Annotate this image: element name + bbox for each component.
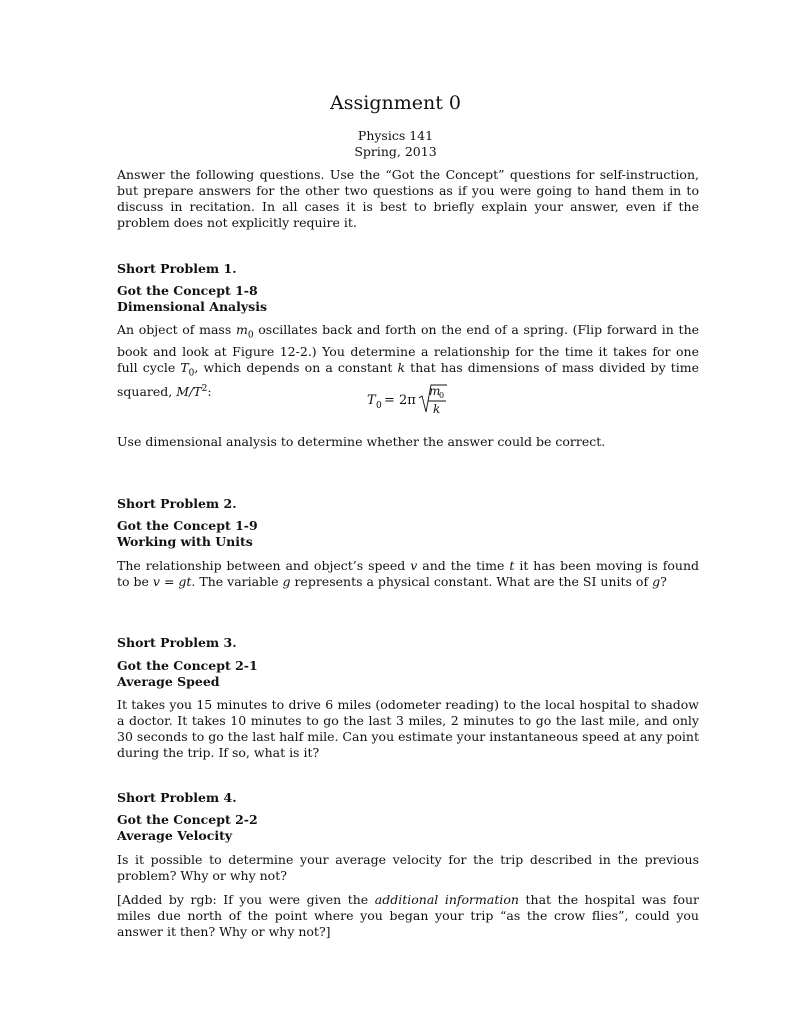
problem-4-heading: Short Problem 4.	[117, 790, 237, 805]
formula-numerator-sub: 0	[439, 391, 445, 400]
problem-2-text: The relationship between and object’s speed v and the time t it has been moving is found to be v = gt. The variable g represents a physical constant. What are the SI units of g?	[117, 558, 700, 589]
problem-2-concept: Got the Concept 1-9	[117, 518, 258, 533]
problem-2-heading: Short Problem 2.	[117, 496, 237, 511]
formula-lhs: T	[367, 393, 376, 408]
problem-1-text: An object of mass $m_0$ oscillates back and forth on the end of a spring. (Flip forward in the book and look at Figure 12-2.) You determine a relationship for the time it takes for one full cycle $T_0$, which depends on a constant k that has dimensions of mass divided by time squared, $M/T^2$:	[117, 322, 700, 400]
course-term: Spring, 2013	[354, 144, 437, 159]
problem-1-heading: Short Problem 1.	[117, 261, 237, 276]
formula-denominator: k	[433, 402, 441, 416]
problem-3-concept: Got the Concept 2-1	[117, 658, 258, 673]
formula-lhs-sub: 0	[376, 401, 382, 411]
intro-paragraph: Answer the following questions. Use the “Got the Concept” questions for self-instruction, but prepare answers for the other two questions as if you were going to hand them in to discuss in recitation. In all cases it is best to briefly explain your answer, even if the problem does not explicitly require it.	[117, 167, 699, 230]
period-formula-svg	[367, 382, 487, 422]
problem-3-heading: Short Problem 3.	[117, 635, 237, 650]
problem-3-text: It takes you 15 minutes to drive 6 miles (odometer reading) to the local hospital to shadow a doctor. It takes 10 minutes to go the last 3 miles, 2 minutes to go the last mile, and only 30 seconds to go the last half mile. Can you estimate your instantaneous speed at any point during the trip. If so, what is it?	[117, 697, 699, 760]
problem-4-topic: Average Velocity	[117, 828, 233, 843]
period-formula	[367, 382, 487, 422]
formula-numerator: m	[429, 384, 441, 398]
problem-4-note: [Added by rgb: If you were given the additional information that the hospital was four miles due north of the point where you began your trip “as the crow flies”, could you answer it then? Why or why not?]	[117, 892, 699, 939]
problem-1-followup: Use dimensional analysis to determine whether the answer could be correct.	[117, 434, 606, 449]
problem-1-topic: Dimensional Analysis	[117, 299, 267, 314]
problem-2-topic: Working with Units	[117, 534, 253, 549]
problem-4-concept: Got the Concept 2-2	[117, 812, 258, 827]
problem-4-text: Is it possible to determine your average velocity for the trip described in the previous problem? Why or why not?	[117, 852, 699, 883]
page-title: Assignment 0	[330, 92, 461, 114]
problem-1-concept: Got the Concept 1-8	[117, 283, 258, 298]
formula-equals: = 2π	[384, 393, 416, 408]
course-name: Physics 141	[357, 128, 434, 143]
problem-3-topic: Average Speed	[117, 674, 220, 689]
